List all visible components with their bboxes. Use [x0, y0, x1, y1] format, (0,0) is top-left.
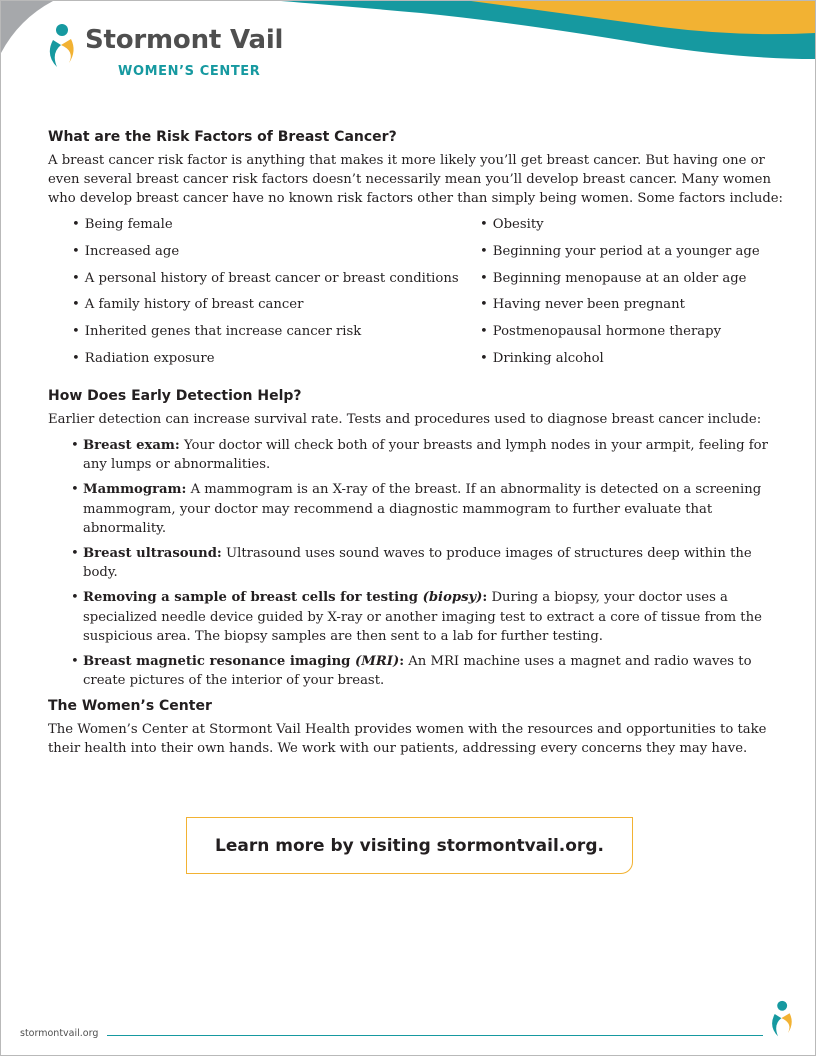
- list-item: • Increased age: [72, 242, 459, 269]
- list-item: • Postmenopausal hormone therapy: [480, 322, 760, 349]
- risk-factors-list-left: [72, 215, 459, 376]
- list-item: • Beginning menopause at an older age: [480, 269, 760, 296]
- test-term: Breast magnetic resonance imaging: [83, 654, 355, 670]
- early-detection-heading: How Does Early Detection Help?: [48, 388, 302, 404]
- brand-name: Stormont Vail: [85, 25, 284, 55]
- footer-divider: [107, 1035, 763, 1036]
- risk-factors-list-right: [480, 215, 760, 376]
- list-item: [71, 588, 783, 646]
- list-item: • Beginning your period at a younger age: [480, 242, 760, 269]
- womens-center-heading: The Women’s Center: [48, 698, 212, 714]
- footer-url: stormontvail.org: [20, 1028, 99, 1039]
- test-term: Mammogram:: [83, 482, 187, 498]
- learn-more-text: Learn more by visiting stormontvail.org.: [215, 835, 604, 856]
- test-description: During a biopsy, your doctor uses a specialized needle device guided by X-ray or another imaging test to extract a core of tissue from the suspicious area. The biopsy samples are then sent to a lab for further testing.: [83, 590, 762, 644]
- risk-factors-heading: What are the Risk Factors of Breast Cancer?: [48, 129, 397, 145]
- test-description: A mammogram is an X-ray of the breast. If an abnormality is detected on a screening mammogram, your doctor may recommend a diagnostic mammogram to further evaluate that abnormality.: [83, 482, 762, 536]
- test-term-abbrev: (biopsy): [422, 590, 483, 606]
- learn-more-callout: [186, 817, 633, 874]
- list-item: • Being female: [72, 215, 459, 242]
- list-item: [71, 436, 783, 474]
- womens-center-body: The Women’s Center at Stormont Vail Health provides women with the resources and opportunities to take their health into their own hands. We work with our patients, addressing every concerns they may have.: [48, 722, 767, 756]
- stormont-vail-logo-icon: [47, 23, 79, 69]
- test-term: Removing a sample of breast cells for testing: [83, 590, 423, 606]
- list-item: • A family history of breast cancer: [72, 295, 459, 322]
- footer-logo-icon: [769, 1000, 797, 1038]
- test-term: Breast exam:: [83, 438, 180, 453]
- risk-factors-intro: A breast cancer risk factor is anything that makes it more likely you’ll get breast cancer. But having one or even several breast cancer risk factors doesn’t necessarily mean you’ll develop breast cancer. Many women who develop breast cancer have no known risk factors other than simply being women. Some factors include:: [48, 153, 784, 206]
- test-term-abbrev: (MRI): [355, 654, 400, 670]
- test-term-colon: :: [399, 654, 405, 670]
- test-description: Ultrasound uses sound waves to produce images of structures deep within the body.: [83, 546, 752, 581]
- list-item: [71, 480, 783, 538]
- test-term-colon: :: [482, 590, 488, 606]
- list-item: [71, 652, 783, 690]
- brand-subtitle: WOMEN’S CENTER: [118, 64, 261, 79]
- test-description: An MRI machine uses a magnet and radio waves to create pictures of the interior of your breast.: [83, 654, 752, 689]
- list-item: • Having never been pregnant: [480, 295, 760, 322]
- list-item: [71, 544, 783, 582]
- list-item: • Inherited genes that increase cancer risk: [72, 322, 459, 349]
- list-item: • A personal history of breast cancer or breast conditions: [72, 269, 459, 296]
- list-item: • Drinking alcohol: [480, 349, 760, 376]
- test-description: Your doctor will check both of your breasts and lymph nodes in your armpit, feeling for any lumps or abnormalities.: [83, 438, 768, 473]
- list-item: • Radiation exposure: [72, 349, 459, 376]
- list-item: • Obesity: [480, 215, 760, 242]
- early-detection-intro: Earlier detection can increase survival rate. Tests and procedures used to diagnose breast cancer include:: [48, 412, 762, 427]
- test-term: Breast ultrasound:: [83, 546, 222, 562]
- diagnostic-tests-list: [71, 436, 783, 696]
